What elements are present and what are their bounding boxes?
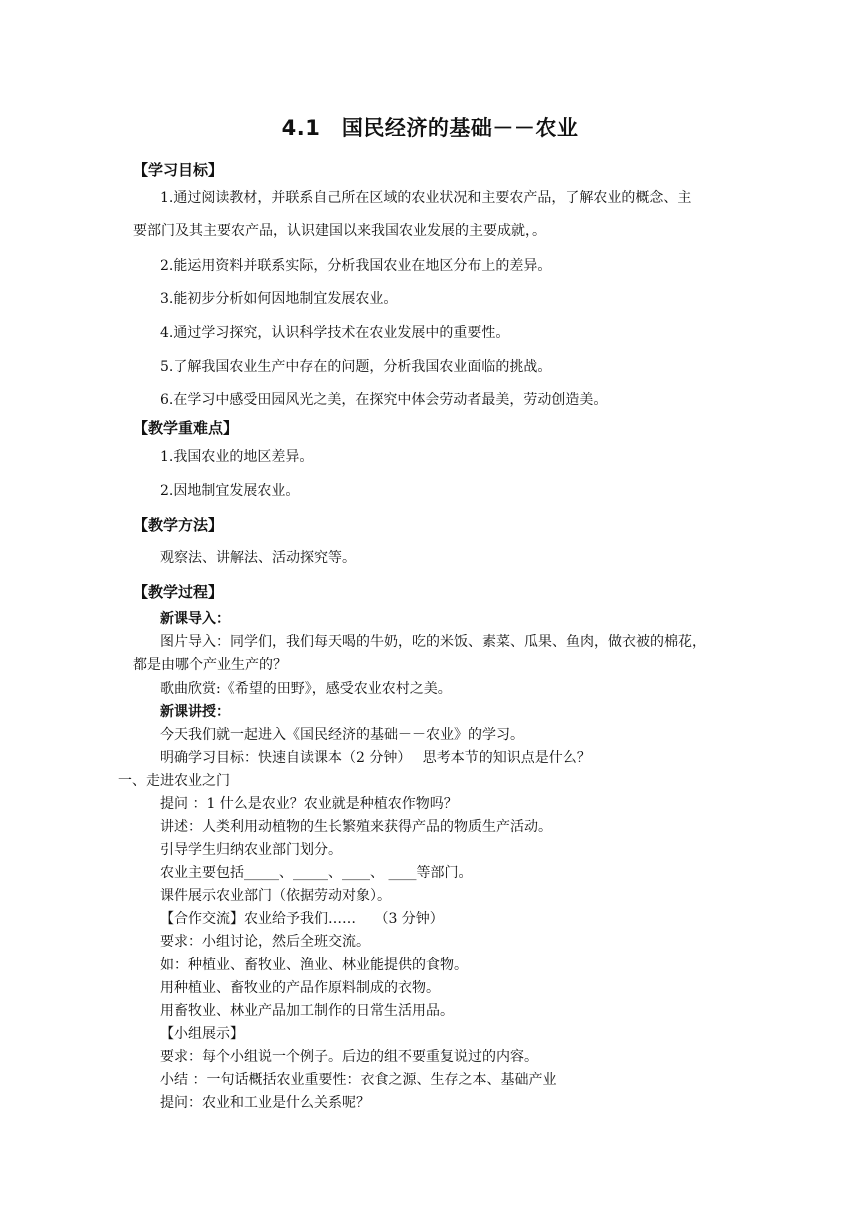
process-line: 提问 ：1 什么是农业？农业就是种植农作物吗？ xyxy=(160,796,458,812)
process-line: 要求：小组讨论，然后全班交流。 xyxy=(160,934,370,950)
goal-line: 6.在学习中感受田园风光之美，在探究中体会劳动者最美，劳动创造美。 xyxy=(160,392,608,408)
process-heading: 【教学过程】 xyxy=(133,583,224,601)
process-line: 用畜牧业、林业产品加工制作的日常生活用品。 xyxy=(160,1003,454,1019)
process-line: 提问：农业和工业是什么关系呢？ xyxy=(160,1095,370,1111)
process-line: 如：种植业、畜牧业、渔业、林业能提供的食物。 xyxy=(160,957,468,973)
method-heading: 【教学方法】 xyxy=(133,516,224,534)
page-title: 4.1 国民经济的基础－－农业 xyxy=(281,116,579,140)
process-line: 课件展示农业部门（依据劳动对象）。 xyxy=(160,888,391,904)
goal-line: 3.能初步分析如何因地制宜发展农业。 xyxy=(160,291,398,307)
goals-heading: 【学习目标】 xyxy=(133,161,224,179)
goal-line: 2.能运用资料并联系实际，分析我国农业在地区分布上的差异。 xyxy=(160,258,552,274)
process-line: 引导学生归纳农业部门划分。 xyxy=(160,842,342,858)
process-line: 明确学习目标：快速自读课本（2 分钟） 思考本节的知识点是什么？ xyxy=(160,750,591,766)
method-text: 观察法、讲解法、活动探究等。 xyxy=(160,550,356,566)
process-line: 都是由哪个产业生产的？ xyxy=(133,657,287,673)
section-heading-line: 一、走进农业之门 xyxy=(118,773,230,789)
process-line: 农业主要包括_____、_____、____、 ____等部门。 xyxy=(160,865,473,881)
goal-line: 1.通过阅读教材，并联系自己所在区域的农业状况和主要农产品，了解农业的概念、主 xyxy=(160,190,692,206)
process-line: 歌曲欣赏:《希望的田野》，感受农业农村之美。 xyxy=(160,681,452,697)
process-line: 【合作交流】农业给予我们…… （3 分钟） xyxy=(160,911,444,927)
process-line: 图片导入：同学们，我们每天喝的牛奶，吃的米饭、素菜、瓜果、鱼肉，做衣被的棉花， xyxy=(160,634,706,650)
process-line: 用种植业、畜牧业的产品作原料制成的衣物。 xyxy=(160,980,440,996)
goal-line: 5.了解我国农业生产中存在的问题，分析我国农业面临的挑战。 xyxy=(160,359,552,375)
process-line: 今天我们就一起进入《国民经济的基础－－农业》的学习。 xyxy=(160,727,524,743)
subsection-label: 新课导入： xyxy=(160,611,230,627)
process-line: 小结 ：一句话概括农业重要性：衣食之源、生存之本、基础产业 xyxy=(160,1072,557,1088)
process-line: 讲述：人类利用动植物的生长繁殖来获得产品的物质生产活动。 xyxy=(160,819,552,835)
goal-line: 要部门及其主要农产品，认识建国以来我国农业发展的主要成就，。 xyxy=(133,223,546,239)
goal-line: 4.通过学习探究，认识科学技术在农业发展中的重要性。 xyxy=(160,325,510,341)
key-point-line: 1.我国农业的地区差异。 xyxy=(160,449,314,465)
process-line: 要求：每个小组说一个例子。后边的组不要重复说过的内容。 xyxy=(160,1049,538,1065)
key-point-line: 2.因地制宜发展农业。 xyxy=(160,483,300,499)
process-line: 【小组展示】 xyxy=(160,1026,244,1042)
key-points-heading: 【教学重难点】 xyxy=(133,419,239,437)
subsection-label: 新课讲授： xyxy=(160,704,230,720)
